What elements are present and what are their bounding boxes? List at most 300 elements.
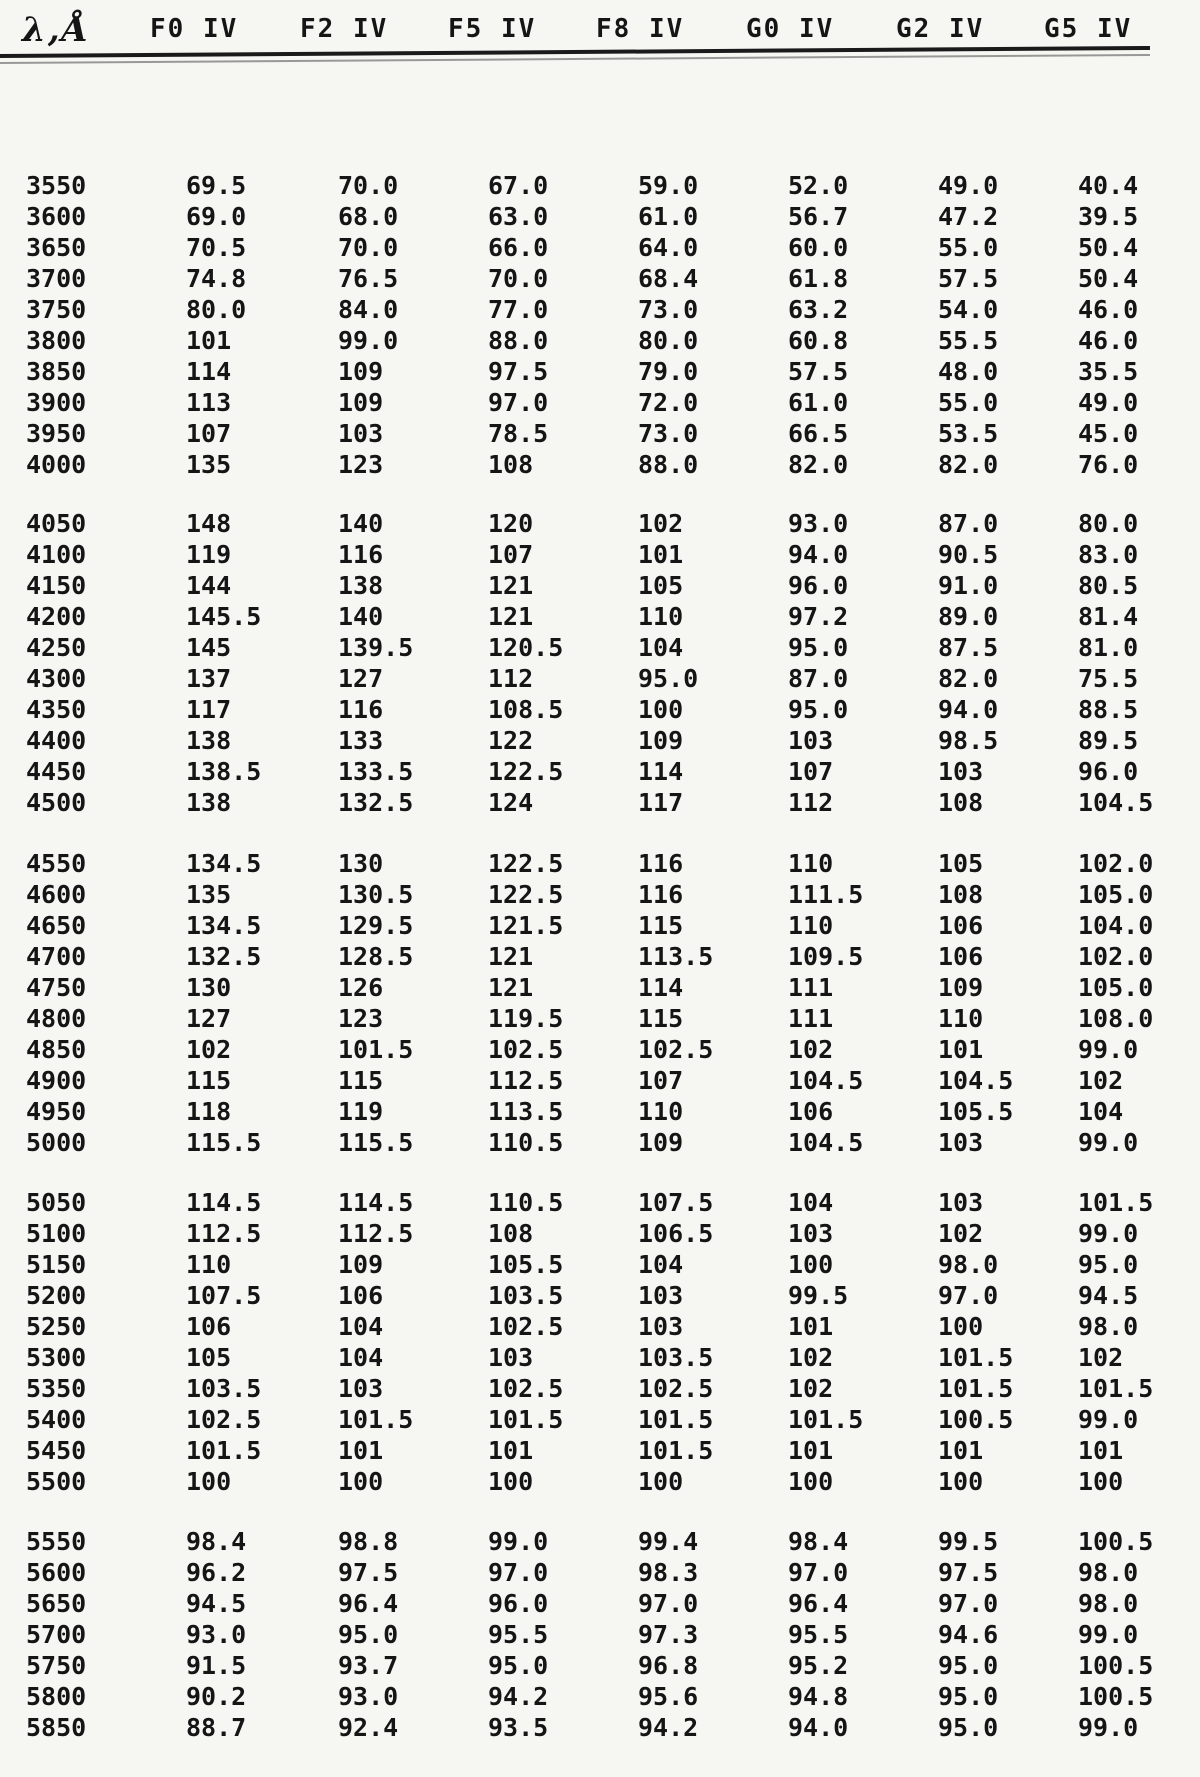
value-cell: 122 xyxy=(488,726,534,755)
table-row xyxy=(0,1249,1200,1280)
value-cell: 95.0 xyxy=(488,1651,549,1680)
value-cell: 76.5 xyxy=(338,264,399,293)
table-row xyxy=(0,1650,1200,1681)
value-cell: 99.0 xyxy=(1078,1128,1139,1157)
table-row xyxy=(0,1404,1200,1435)
wavelength-cell: 4400 xyxy=(26,726,87,755)
row-group xyxy=(0,1187,1200,1497)
wavelength-cell: 4500 xyxy=(26,788,87,817)
value-cell: 98.0 xyxy=(1078,1589,1139,1618)
wavelength-cell: 5600 xyxy=(26,1558,87,1587)
value-cell: 61.8 xyxy=(788,264,849,293)
wavelength-cell: 3750 xyxy=(26,295,87,324)
value-cell: 138 xyxy=(186,726,232,755)
value-cell: 73.0 xyxy=(638,419,699,448)
value-cell: 82.0 xyxy=(788,450,849,479)
value-cell: 100 xyxy=(1078,1467,1124,1496)
value-cell: 55.5 xyxy=(938,326,999,355)
value-cell: 70.0 xyxy=(338,233,399,262)
wavelength-cell: 4250 xyxy=(26,633,87,662)
wavelength-cell: 3900 xyxy=(26,388,87,417)
table-row xyxy=(0,570,1200,601)
value-cell: 105 xyxy=(638,571,684,600)
value-cell: 82.0 xyxy=(938,664,999,693)
value-cell: 68.4 xyxy=(638,264,699,293)
value-cell: 91.5 xyxy=(186,1651,247,1680)
wavelength-cell: 3850 xyxy=(26,357,87,386)
value-cell: 97.0 xyxy=(788,1558,849,1587)
value-cell: 105.5 xyxy=(488,1250,564,1279)
value-cell: 145 xyxy=(186,633,232,662)
row-group xyxy=(0,848,1200,1158)
wavelength-cell: 3550 xyxy=(26,171,87,200)
value-cell: 83.0 xyxy=(1078,540,1139,569)
value-cell: 50.4 xyxy=(1078,233,1139,262)
value-cell: 73.0 xyxy=(638,295,699,324)
value-cell: 104 xyxy=(1078,1097,1124,1126)
value-cell: 72.0 xyxy=(638,388,699,417)
value-cell: 108.5 xyxy=(488,695,564,724)
row-group xyxy=(0,170,1200,480)
table-row xyxy=(0,910,1200,941)
value-cell: 106 xyxy=(938,942,984,971)
value-cell: 77.0 xyxy=(488,295,549,324)
table-row xyxy=(0,1526,1200,1557)
value-cell: 97.5 xyxy=(938,1558,999,1587)
header-g2-iv: G2 IV xyxy=(896,14,985,44)
value-cell: 95.0 xyxy=(788,633,849,662)
value-cell: 101.5 xyxy=(488,1405,564,1434)
table-row xyxy=(0,1187,1200,1218)
value-cell: 87.5 xyxy=(938,633,999,662)
value-cell: 95.5 xyxy=(488,1620,549,1649)
value-cell: 127 xyxy=(338,664,384,693)
wavelength-cell: 4000 xyxy=(26,450,87,479)
value-cell: 108 xyxy=(488,1219,534,1248)
value-cell: 95.0 xyxy=(338,1620,399,1649)
value-cell: 81.4 xyxy=(1078,602,1139,631)
value-cell: 95.0 xyxy=(788,695,849,724)
value-cell: 97.0 xyxy=(488,1558,549,1587)
wavelength-cell: 4050 xyxy=(26,509,87,538)
value-cell: 75.5 xyxy=(1078,664,1139,693)
value-cell: 105 xyxy=(186,1343,232,1372)
table-row xyxy=(0,1588,1200,1619)
value-cell: 107 xyxy=(488,540,534,569)
value-cell: 144 xyxy=(186,571,232,600)
value-cell: 113.5 xyxy=(488,1097,564,1126)
value-cell: 70.5 xyxy=(186,233,247,262)
value-cell: 94.0 xyxy=(788,540,849,569)
table-row xyxy=(0,1218,1200,1249)
value-cell: 119 xyxy=(338,1097,384,1126)
value-cell: 63.0 xyxy=(488,202,549,231)
table-row xyxy=(0,972,1200,1003)
value-cell: 80.5 xyxy=(1078,571,1139,600)
value-cell: 97.2 xyxy=(788,602,849,631)
value-cell: 114 xyxy=(186,357,232,386)
value-cell: 57.5 xyxy=(788,357,849,386)
value-cell: 101 xyxy=(638,540,684,569)
value-cell: 87.0 xyxy=(938,509,999,538)
value-cell: 93.7 xyxy=(338,1651,399,1680)
value-cell: 130 xyxy=(186,973,232,1002)
value-cell: 70.0 xyxy=(338,171,399,200)
value-cell: 127 xyxy=(186,1004,232,1033)
value-cell: 102.5 xyxy=(488,1374,564,1403)
wavelength-cell: 5750 xyxy=(26,1651,87,1680)
table-row xyxy=(0,1342,1200,1373)
value-cell: 123 xyxy=(338,450,384,479)
value-cell: 103 xyxy=(338,419,384,448)
value-cell: 50.4 xyxy=(1078,264,1139,293)
value-cell: 92.4 xyxy=(338,1713,399,1742)
value-cell: 49.0 xyxy=(938,171,999,200)
value-cell: 109 xyxy=(338,1250,384,1279)
value-cell: 102.5 xyxy=(638,1374,714,1403)
value-cell: 69.0 xyxy=(186,202,247,231)
value-cell: 109.5 xyxy=(788,942,864,971)
value-cell: 111 xyxy=(788,973,834,1002)
value-cell: 98.4 xyxy=(186,1527,247,1556)
value-cell: 139.5 xyxy=(338,633,414,662)
value-cell: 98.0 xyxy=(938,1250,999,1279)
value-cell: 53.5 xyxy=(938,419,999,448)
value-cell: 47.2 xyxy=(938,202,999,231)
value-cell: 98.4 xyxy=(788,1527,849,1556)
table-row xyxy=(0,1435,1200,1466)
wavelength-cell: 5450 xyxy=(26,1436,87,1465)
row-group xyxy=(0,508,1200,818)
value-cell: 106 xyxy=(938,911,984,940)
value-cell: 66.0 xyxy=(488,233,549,262)
value-cell: 103 xyxy=(338,1374,384,1403)
wavelength-cell: 4900 xyxy=(26,1066,87,1095)
value-cell: 100 xyxy=(638,1467,684,1496)
value-cell: 61.0 xyxy=(788,388,849,417)
value-cell: 54.0 xyxy=(938,295,999,324)
value-cell: 114.5 xyxy=(186,1188,262,1217)
value-cell: 103.5 xyxy=(186,1374,262,1403)
value-cell: 80.0 xyxy=(1078,509,1139,538)
table-row xyxy=(0,1466,1200,1497)
value-cell: 57.5 xyxy=(938,264,999,293)
value-cell: 105.0 xyxy=(1078,973,1154,1002)
wavelength-cell: 4950 xyxy=(26,1097,87,1126)
value-cell: 98.0 xyxy=(1078,1312,1139,1341)
value-cell: 94.6 xyxy=(938,1620,999,1649)
wavelength-cell: 4600 xyxy=(26,880,87,909)
value-cell: 97.0 xyxy=(938,1281,999,1310)
value-cell: 121 xyxy=(488,602,534,631)
value-cell: 101.5 xyxy=(788,1405,864,1434)
value-cell: 93.0 xyxy=(788,509,849,538)
value-cell: 93.0 xyxy=(186,1620,247,1649)
table-row xyxy=(0,879,1200,910)
value-cell: 100.5 xyxy=(1078,1682,1154,1711)
value-cell: 102.5 xyxy=(488,1035,564,1064)
value-cell: 88.0 xyxy=(638,450,699,479)
value-cell: 69.5 xyxy=(186,171,247,200)
value-cell: 96.0 xyxy=(788,571,849,600)
value-cell: 104.5 xyxy=(788,1066,864,1095)
value-cell: 145.5 xyxy=(186,602,262,631)
wavelength-cell: 5150 xyxy=(26,1250,87,1279)
value-cell: 115 xyxy=(186,1066,232,1095)
table-row xyxy=(0,1034,1200,1065)
value-cell: 114.5 xyxy=(338,1188,414,1217)
value-cell: 132.5 xyxy=(338,788,414,817)
value-cell: 96.8 xyxy=(638,1651,699,1680)
value-cell: 95.0 xyxy=(638,664,699,693)
table-row xyxy=(0,1557,1200,1588)
value-cell: 109 xyxy=(638,726,684,755)
value-cell: 89.5 xyxy=(1078,726,1139,755)
value-cell: 90.2 xyxy=(186,1682,247,1711)
value-cell: 100 xyxy=(938,1312,984,1341)
value-cell: 100 xyxy=(338,1467,384,1496)
value-cell: 46.0 xyxy=(1078,295,1139,324)
table-row xyxy=(0,170,1200,201)
value-cell: 109 xyxy=(638,1128,684,1157)
value-cell: 115 xyxy=(638,911,684,940)
wavelength-cell: 5300 xyxy=(26,1343,87,1372)
value-cell: 130 xyxy=(338,849,384,878)
value-cell: 104.0 xyxy=(1078,911,1154,940)
value-cell: 104 xyxy=(638,1250,684,1279)
value-cell: 121 xyxy=(488,942,534,971)
value-cell: 130.5 xyxy=(338,880,414,909)
value-cell: 105.5 xyxy=(938,1097,1014,1126)
wavelength-cell: 4650 xyxy=(26,911,87,940)
value-cell: 104 xyxy=(788,1188,834,1217)
wavelength-cell: 3950 xyxy=(26,419,87,448)
value-cell: 100 xyxy=(638,695,684,724)
value-cell: 101 xyxy=(938,1035,984,1064)
value-cell: 107.5 xyxy=(638,1188,714,1217)
wavelength-cell: 5650 xyxy=(26,1589,87,1618)
value-cell: 81.0 xyxy=(1078,633,1139,662)
value-cell: 148 xyxy=(186,509,232,538)
wavelength-cell: 3700 xyxy=(26,264,87,293)
value-cell: 96.0 xyxy=(488,1589,549,1618)
value-cell: 96.4 xyxy=(788,1589,849,1618)
value-cell: 97.5 xyxy=(488,357,549,386)
value-cell: 101.5 xyxy=(338,1405,414,1434)
value-cell: 99.0 xyxy=(1078,1219,1139,1248)
table-row xyxy=(0,539,1200,570)
table-row xyxy=(0,263,1200,294)
value-cell: 98.5 xyxy=(938,726,999,755)
table-row xyxy=(0,756,1200,787)
value-cell: 138 xyxy=(338,571,384,600)
value-cell: 101.5 xyxy=(338,1035,414,1064)
value-cell: 99.5 xyxy=(938,1527,999,1556)
value-cell: 135 xyxy=(186,450,232,479)
value-cell: 103 xyxy=(788,1219,834,1248)
value-cell: 122.5 xyxy=(488,880,564,909)
value-cell: 70.0 xyxy=(488,264,549,293)
value-cell: 107 xyxy=(186,419,232,448)
value-cell: 102.5 xyxy=(638,1035,714,1064)
value-cell: 121.5 xyxy=(488,911,564,940)
value-cell: 101 xyxy=(1078,1436,1124,1465)
value-cell: 101 xyxy=(488,1436,534,1465)
header-f5-iv: F5 IV xyxy=(448,14,537,44)
value-cell: 46.0 xyxy=(1078,326,1139,355)
value-cell: 95.0 xyxy=(938,1682,999,1711)
value-cell: 100.5 xyxy=(1078,1527,1154,1556)
value-cell: 112.5 xyxy=(186,1219,262,1248)
row-group xyxy=(0,1526,1200,1743)
value-cell: 94.5 xyxy=(1078,1281,1139,1310)
table-row xyxy=(0,1373,1200,1404)
value-cell: 102 xyxy=(1078,1343,1124,1372)
value-cell: 133.5 xyxy=(338,757,414,786)
value-cell: 60.8 xyxy=(788,326,849,355)
table-row xyxy=(0,632,1200,663)
table-row xyxy=(0,508,1200,539)
value-cell: 109 xyxy=(338,357,384,386)
table-row xyxy=(0,941,1200,972)
value-cell: 93.0 xyxy=(338,1682,399,1711)
wavelength-cell: 4300 xyxy=(26,664,87,693)
value-cell: 100.5 xyxy=(938,1405,1014,1434)
table-row xyxy=(0,201,1200,232)
value-cell: 122.5 xyxy=(488,757,564,786)
wavelength-cell: 5350 xyxy=(26,1374,87,1403)
value-cell: 35.5 xyxy=(1078,357,1139,386)
wavelength-cell: 5250 xyxy=(26,1312,87,1341)
value-cell: 97.3 xyxy=(638,1620,699,1649)
value-cell: 102 xyxy=(788,1374,834,1403)
table-row xyxy=(0,725,1200,756)
value-cell: 97.5 xyxy=(338,1558,399,1587)
wavelength-cell: 4850 xyxy=(26,1035,87,1064)
value-cell: 104.5 xyxy=(788,1128,864,1157)
value-cell: 101 xyxy=(186,326,232,355)
value-cell: 121 xyxy=(488,973,534,1002)
value-cell: 116 xyxy=(338,695,384,724)
value-cell: 78.5 xyxy=(488,419,549,448)
value-cell: 94.2 xyxy=(488,1682,549,1711)
value-cell: 118 xyxy=(186,1097,232,1126)
table-row xyxy=(0,663,1200,694)
value-cell: 102 xyxy=(186,1035,232,1064)
value-cell: 138.5 xyxy=(186,757,262,786)
wavelength-cell: 4700 xyxy=(26,942,87,971)
value-cell: 134.5 xyxy=(186,849,262,878)
value-cell: 101.5 xyxy=(186,1436,262,1465)
wavelength-cell: 3800 xyxy=(26,326,87,355)
value-cell: 109 xyxy=(338,388,384,417)
value-cell: 59.0 xyxy=(638,171,699,200)
value-cell: 103.5 xyxy=(638,1343,714,1372)
wavelength-cell: 4100 xyxy=(26,540,87,569)
table-row xyxy=(0,294,1200,325)
wavelength-cell: 5000 xyxy=(26,1128,87,1157)
wavelength-cell: 5850 xyxy=(26,1713,87,1742)
value-cell: 101 xyxy=(788,1312,834,1341)
value-cell: 101.5 xyxy=(638,1436,714,1465)
value-cell: 74.8 xyxy=(186,264,247,293)
value-cell: 115.5 xyxy=(338,1128,414,1157)
value-cell: 104.5 xyxy=(1078,788,1154,817)
value-cell: 129.5 xyxy=(338,911,414,940)
value-cell: 117 xyxy=(638,788,684,817)
value-cell: 104 xyxy=(338,1343,384,1372)
value-cell: 112 xyxy=(788,788,834,817)
value-cell: 99.5 xyxy=(788,1281,849,1310)
value-cell: 110 xyxy=(938,1004,984,1033)
value-cell: 123 xyxy=(338,1004,384,1033)
value-cell: 117 xyxy=(186,695,232,724)
value-cell: 55.0 xyxy=(938,388,999,417)
table-row xyxy=(0,848,1200,879)
value-cell: 110.5 xyxy=(488,1188,564,1217)
value-cell: 94.8 xyxy=(788,1682,849,1711)
value-cell: 121 xyxy=(488,571,534,600)
value-cell: 116 xyxy=(638,880,684,909)
value-cell: 134.5 xyxy=(186,911,262,940)
value-cell: 101 xyxy=(938,1436,984,1465)
value-cell: 113.5 xyxy=(638,942,714,971)
table-row xyxy=(0,787,1200,818)
value-cell: 133 xyxy=(338,726,384,755)
value-cell: 102.0 xyxy=(1078,849,1154,878)
value-cell: 115 xyxy=(338,1066,384,1095)
wavelength-cell: 4150 xyxy=(26,571,87,600)
value-cell: 95.5 xyxy=(788,1620,849,1649)
value-cell: 103 xyxy=(938,1128,984,1157)
value-cell: 82.0 xyxy=(938,450,999,479)
value-cell: 103 xyxy=(638,1312,684,1341)
value-cell: 108 xyxy=(938,788,984,817)
value-cell: 103 xyxy=(638,1281,684,1310)
header-wavelength: λ,Å xyxy=(22,10,91,50)
value-cell: 94.0 xyxy=(788,1713,849,1742)
table-row xyxy=(0,387,1200,418)
wavelength-cell: 4450 xyxy=(26,757,87,786)
value-cell: 101.5 xyxy=(938,1374,1014,1403)
value-cell: 111 xyxy=(788,1004,834,1033)
value-cell: 49.0 xyxy=(1078,388,1139,417)
value-cell: 104 xyxy=(338,1312,384,1341)
value-cell: 119 xyxy=(186,540,232,569)
value-cell: 108 xyxy=(488,450,534,479)
value-cell: 120.5 xyxy=(488,633,564,662)
header-f8-iv: F8 IV xyxy=(596,14,685,44)
value-cell: 67.0 xyxy=(488,171,549,200)
header-g0-iv: G0 IV xyxy=(746,14,835,44)
value-cell: 98.0 xyxy=(1078,1558,1139,1587)
value-cell: 89.0 xyxy=(938,602,999,631)
value-cell: 103 xyxy=(788,726,834,755)
value-cell: 80.0 xyxy=(638,326,699,355)
value-cell: 97.0 xyxy=(938,1589,999,1618)
value-cell: 95.6 xyxy=(638,1682,699,1711)
value-cell: 99.0 xyxy=(1078,1620,1139,1649)
value-cell: 114 xyxy=(638,973,684,1002)
table-row xyxy=(0,1681,1200,1712)
value-cell: 99.0 xyxy=(1078,1713,1139,1742)
value-cell: 102 xyxy=(938,1219,984,1248)
table-row xyxy=(0,1712,1200,1743)
table-row xyxy=(0,601,1200,632)
value-cell: 102.0 xyxy=(1078,942,1154,971)
value-cell: 100 xyxy=(488,1467,534,1496)
value-cell: 84.0 xyxy=(338,295,399,324)
